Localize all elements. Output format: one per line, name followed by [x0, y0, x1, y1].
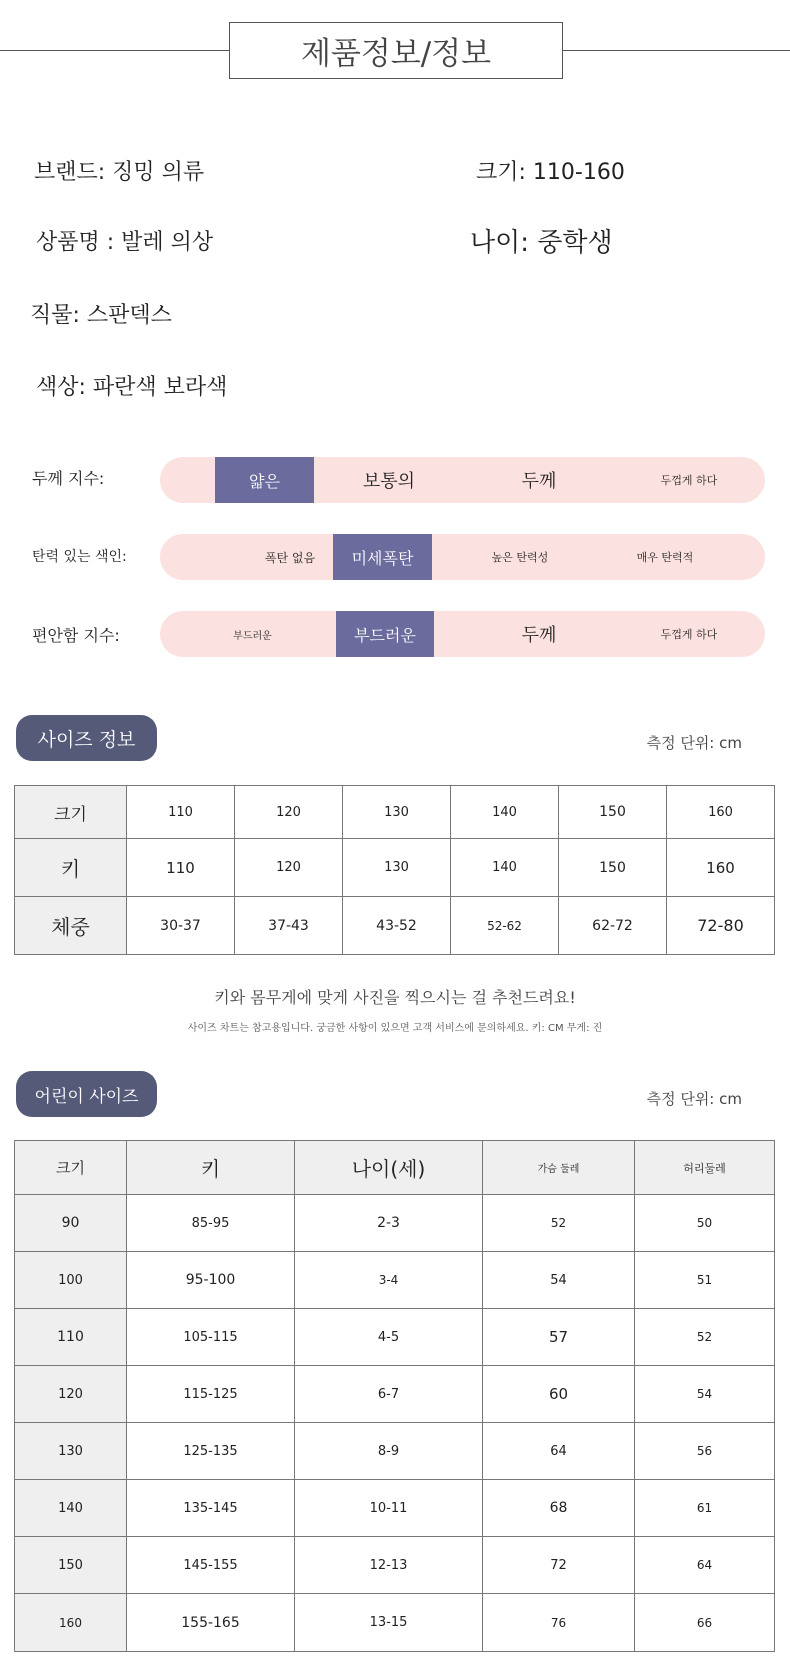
age-info: 나이: 중학생	[470, 228, 613, 258]
size-info-unit: 측정 단위: cm	[646, 734, 742, 752]
table-cell: 110	[15, 1309, 127, 1366]
kids-size-unit: 측정 단위: cm	[646, 1090, 742, 1108]
elasticity-index-bar	[160, 534, 765, 580]
size-range-info: 크기: 110-160	[476, 160, 625, 185]
table-cell: 60	[483, 1366, 635, 1423]
table-row	[15, 897, 775, 955]
table-header-cell: 크기	[15, 1141, 127, 1195]
table-row	[15, 1594, 775, 1652]
table-cell: 3-4	[295, 1252, 483, 1309]
page-title: 제품정보/정보	[229, 22, 563, 79]
kids-size-heading: 어린이 사이즈	[16, 1071, 157, 1117]
table-cell: 8-9	[295, 1423, 483, 1480]
table-cell: 155-165	[127, 1594, 295, 1652]
table-header-cell: 키	[127, 1141, 295, 1195]
table-cell: 12-13	[295, 1537, 483, 1594]
comfort-option-thick: 두께	[521, 625, 557, 646]
table-cell: 72	[483, 1537, 635, 1594]
table-cell: 130	[343, 839, 451, 897]
thickness-index-bar	[160, 457, 765, 503]
table-cell: 13-15	[295, 1594, 483, 1652]
table-cell: 105-115	[127, 1309, 295, 1366]
table-cell: 체중	[15, 897, 127, 955]
table-cell: 68	[483, 1480, 635, 1537]
table-cell: 120	[235, 839, 343, 897]
table-cell: 110	[127, 786, 235, 839]
table-cell: 54	[483, 1252, 635, 1309]
size-chart-note: 사이즈 차트는 참고용입니다. 궁금한 사항이 있으면 고객 서비스에 문의하세요. 키: CM 무게: 진	[187, 1023, 603, 1034]
table-cell: 54	[635, 1366, 775, 1423]
table-cell: 95-100	[127, 1252, 295, 1309]
table-row	[15, 839, 775, 897]
table-cell: 62-72	[559, 897, 667, 955]
comfort-index-label: 편안함 지수:	[32, 626, 120, 645]
table-cell: 140	[451, 786, 559, 839]
table-cell: 140	[15, 1480, 127, 1537]
table-cell: 64	[483, 1423, 635, 1480]
thickness-option-thin: 얇은	[215, 457, 314, 503]
table-cell: 37-43	[235, 897, 343, 955]
table-row	[15, 1537, 775, 1594]
table-cell: 66	[635, 1594, 775, 1652]
elasticity-option-slight: 미세폭탄	[333, 534, 432, 580]
elasticity-option-high: 높은 탄력성	[491, 551, 549, 564]
thickness-option-normal: 보통의	[362, 471, 416, 492]
table-cell: 160	[667, 839, 775, 897]
table-cell: 크기	[15, 786, 127, 839]
table-row	[15, 1366, 775, 1423]
table-header-cell: 가슴 둘레	[483, 1141, 635, 1195]
elasticity-option-none: 폭탄 없음	[264, 550, 316, 565]
table-cell: 115-125	[127, 1366, 295, 1423]
table-header-cell: 나이(세)	[295, 1141, 483, 1195]
color-info: 색상: 파란색 보라색	[36, 375, 228, 400]
table-row	[15, 1480, 775, 1537]
table-row	[15, 1252, 775, 1309]
table-cell: 10-11	[295, 1480, 483, 1537]
table-cell: 2-3	[295, 1195, 483, 1252]
comfort-option-thicker: 두껍게 하다	[660, 628, 718, 641]
elasticity-index-label: 탄력 있는 색인:	[32, 549, 127, 565]
table-cell: 52	[635, 1309, 775, 1366]
table-cell: 52-62	[451, 897, 559, 955]
table-cell: 160	[667, 786, 775, 839]
table-cell: 140	[451, 839, 559, 897]
table-header-cell: 허리둘레	[635, 1141, 775, 1195]
table-cell: 135-145	[127, 1480, 295, 1537]
table-cell: 120	[15, 1366, 127, 1423]
brand-info: 브랜드: 징밍 의류	[34, 160, 205, 185]
table-cell: 72-80	[667, 897, 775, 955]
table-cell: 145-155	[127, 1537, 295, 1594]
title-rule-left	[0, 50, 229, 51]
table-cell: 6-7	[295, 1366, 483, 1423]
table-row	[15, 1309, 775, 1366]
kids-size-table	[14, 1140, 775, 1652]
table-cell: 30-37	[127, 897, 235, 955]
table-cell: 150	[559, 786, 667, 839]
comfort-option-soft: 부드러운	[233, 630, 272, 642]
table-cell: 130	[343, 786, 451, 839]
table-cell: 150	[15, 1537, 127, 1594]
product-name-info: 상품명 : 발레 의상	[36, 230, 214, 255]
table-cell: 85-95	[127, 1195, 295, 1252]
elasticity-option-very-high: 매우 탄력적	[636, 551, 694, 564]
table-row	[15, 1195, 775, 1252]
table-cell: 61	[635, 1480, 775, 1537]
fabric-info: 직물: 스판덱스	[30, 303, 172, 328]
table-cell: 52	[483, 1195, 635, 1252]
table-cell: 90	[15, 1195, 127, 1252]
table-cell: 50	[635, 1195, 775, 1252]
table-header-row	[15, 1141, 775, 1195]
table-cell: 120	[235, 786, 343, 839]
table-cell: 키	[15, 839, 127, 897]
table-cell: 51	[635, 1252, 775, 1309]
thickness-option-thick: 두께	[521, 471, 557, 492]
table-cell: 56	[635, 1423, 775, 1480]
size-info-heading: 사이즈 정보	[16, 715, 157, 761]
thickness-index-label: 두께 지수:	[32, 469, 105, 488]
table-cell: 110	[127, 839, 235, 897]
table-cell: 57	[483, 1309, 635, 1366]
table-cell: 43-52	[343, 897, 451, 955]
title-rule-right	[563, 50, 790, 51]
table-row	[15, 1423, 775, 1480]
table-cell: 4-5	[295, 1309, 483, 1366]
size-info-table	[14, 785, 775, 955]
table-cell: 160	[15, 1594, 127, 1652]
table-row	[15, 786, 775, 839]
table-cell: 64	[635, 1537, 775, 1594]
thickness-option-thicker: 두껍게 하다	[660, 474, 718, 487]
table-cell: 76	[483, 1594, 635, 1652]
comfort-index-bar	[160, 611, 765, 657]
table-cell: 125-135	[127, 1423, 295, 1480]
table-cell: 130	[15, 1423, 127, 1480]
comfort-option-softer: 부드러운	[336, 611, 434, 657]
recommendation-note: 키와 몸무게에 맞게 사진을 찍으시는 걸 추천드려요!	[214, 988, 576, 1007]
table-cell: 150	[559, 839, 667, 897]
table-cell: 100	[15, 1252, 127, 1309]
